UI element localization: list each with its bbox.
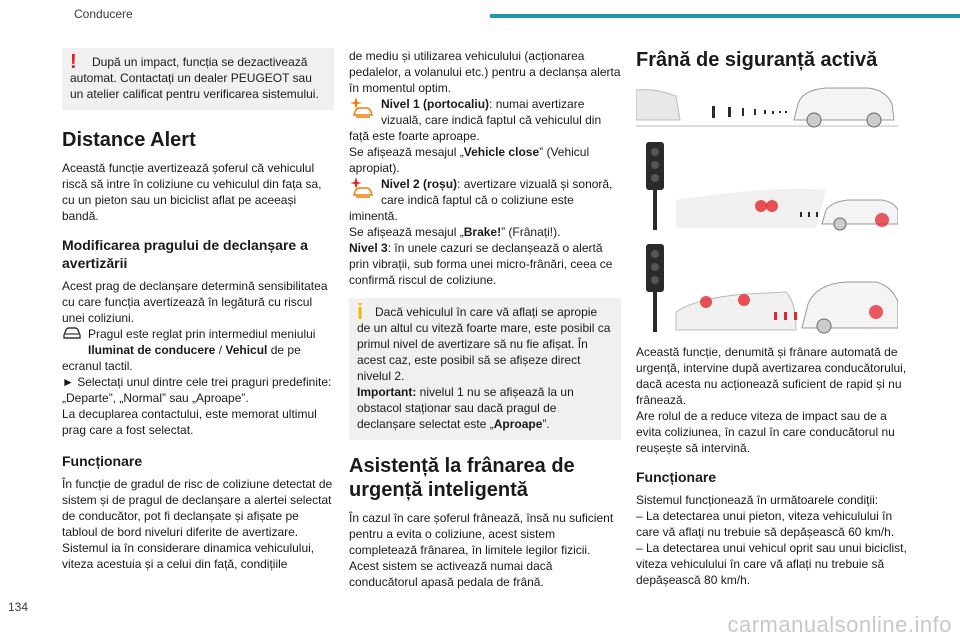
column-3 <box>636 48 908 588</box>
alert-level1-icon <box>349 96 375 122</box>
paragraph-select: ► Selectați unul dintre cele trei praguri predefinite: „Departe”, „Normal” sau „Aproape”. <box>62 375 332 405</box>
menu-text-d: Vehicul <box>225 343 268 357</box>
level-1-message <box>349 144 621 176</box>
paragraph-active-brake-2: Are rolul de a reduce viteza de impact sau de a evita coliziunea, în cazul în care conducătorul nu reușește să intervină. <box>636 409 895 455</box>
warning-box <box>62 48 334 110</box>
paragraph-active-brake: Această funcție, denumită și frânare automată de urgență, intervine după avertizarea conducătorului, dacă acesta nu acționează suficient de rapid și nu frânează. <box>636 345 907 407</box>
car-menu-icon <box>62 326 82 344</box>
paragraph-threshold: Acest prag de declanșare determină sensibilitatea cu care funcția avertizează în legătură cu riscul unei coliziuni. <box>62 279 328 325</box>
info-imp-value: Aproape <box>493 417 543 431</box>
illustration-braking <box>636 242 898 334</box>
level-1-text: : numai avertizare vizuală, care indică faptul că vehiculul din față este foarte aproape. <box>349 97 602 143</box>
menu-text-e: de pe ecranul tactil. <box>62 343 301 373</box>
l1-msg-b: Vehicle close <box>463 145 540 159</box>
level-2-text: : avertizare vizuală și sonoră, care indică faptul că o coliziune este iminentă. <box>349 177 613 223</box>
info-imp-end: ”. <box>542 417 550 431</box>
condition-pedestrian: – La detectarea unui pieton, viteza vehiculului în care vă aflați nu trebuie să depășească 60 km/h. <box>636 509 895 539</box>
illustration-pedestrian <box>636 140 898 232</box>
paragraph-operation-2: Sistemul ia în considerare dinamica vehiculului, viteza acestuia și a celui din față, condițiile <box>62 541 315 571</box>
l2-msg-a: Se afișează mesajul „ <box>349 225 464 239</box>
menu-text-c: / <box>215 343 226 357</box>
l1-msg-c: ” (Vehicul apropiat). <box>349 145 590 175</box>
level-3-item <box>349 240 621 288</box>
l2-msg-c: ” (Frânați!). <box>501 225 561 239</box>
level-2-message <box>349 224 621 240</box>
level-1-item <box>349 96 621 144</box>
alert-level2-icon <box>349 176 375 202</box>
heading-operation: Funcționare <box>62 453 143 469</box>
info-imp-label: Important: <box>357 385 417 399</box>
info-box <box>349 298 621 440</box>
l2-msg-b: Brake! <box>463 225 502 239</box>
level-3-text: : în unele cazuri se declanșează o alertă prin vibrații, sub forma unei micro-frânări, ceea ce confirmă riscul de coliziune. <box>349 241 613 287</box>
column-1 <box>62 48 334 572</box>
paragraph-operation: În funcție de gradul de risc de coliziune detectat de sistem și de pragul de declanșare a alertei selectat de conducător, pot fi declanșate și afișate pe tabloul de bord niveluri diferite de avertizare. <box>62 477 333 539</box>
paragraph-continued: de mediu și utilizarea vehiculului (acționarea pedalelor, a volanului etc.) pentru a declanșa alerta în momentul optim. <box>349 49 621 95</box>
paragraph-conditions: Sistemul funcționează în următoarele condiții: <box>636 493 879 507</box>
column-2 <box>349 48 621 590</box>
heading-active-brake: Frână de siguranță activă <box>636 49 878 71</box>
info-text: Dacă vehiculul în care vă aflați se apropie de un altul cu viteză foarte mare, este posibil ca primul nivel de avertizare să nu fie afișat. În acest caz, este posibil să se afișeze direct nivelul 2. <box>357 305 611 383</box>
l1-msg-a: Se afișează mesajul „ <box>349 145 464 159</box>
info-icon: i <box>357 299 364 324</box>
info-important <box>357 384 613 432</box>
paragraph-distance: Această funcție avertizează șoferul că vehiculul riscă să intre în coliziune cu vehiculul din fața sa, cu un pieton sau un biciclist aflat pe aceeași bandă. <box>62 161 322 223</box>
paragraph-assist: În cazul în care șoferul frânează, însă nu suficient pentru a evita o coliziune, acest sistem completează frânarea, în limitele legilor fizicii. <box>349 511 614 557</box>
level-2-item <box>349 176 621 224</box>
page-number: 134 <box>8 600 29 614</box>
illustration-approach <box>636 80 898 130</box>
paragraph-assist-2: Acest sistem se activează numai dacă conducătorul apasă pedala de frână. <box>349 559 553 589</box>
condition-vehicle: – La detectarea unui vehicul oprit sau unui biciclist, viteza vehiculului în care vă aflați nu trebuie să depășească 80 km/h. <box>636 541 907 587</box>
heading-operation-2: Funcționare <box>636 469 717 485</box>
menu-text-a: Pragul este reglat prin intermediul meniului <box>88 327 316 341</box>
paragraph-menu <box>62 326 334 374</box>
info-imp-text: nivelul 1 nu se afișează la un obstacol staționar sau dacă pragul de declanșare selectat este „ <box>357 385 574 431</box>
watermark: carmanualsonline.info <box>727 612 952 637</box>
level-3-label: Nivel 3 <box>349 241 388 255</box>
heading-emergency-braking: Asistență la frânarea de urgență inteligentă <box>349 455 575 501</box>
menu-text-b: Iluminat de conducere <box>88 343 216 357</box>
warning-text: După un impact, funcția se dezactivează automat. Contactați un dealer PEUGEOT sau un atelier calificat pentru verificarea sistemului. <box>70 55 319 101</box>
header-accent-bar <box>490 14 960 18</box>
heading-threshold: Modificarea pragului de declanșare a avertizării <box>62 237 308 271</box>
paragraph-memo: La decuplarea contactului, este memorat ultimul prag care a fost selectat. <box>62 407 317 437</box>
level-2-label: Nivel 2 (roșu) <box>381 177 458 191</box>
level-1-label: Nivel 1 (portocaliu) <box>381 97 490 111</box>
heading-distance-alert: Distance Alert <box>62 129 196 151</box>
section-title: Conducere <box>74 7 133 21</box>
warning-icon: ! <box>70 51 77 73</box>
